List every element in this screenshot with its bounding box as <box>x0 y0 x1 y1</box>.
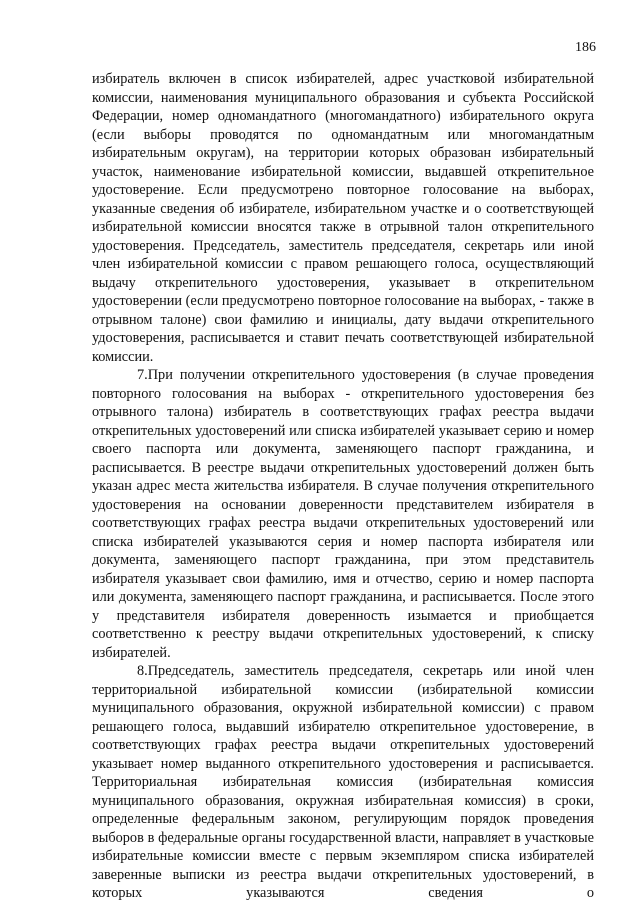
paragraph-item-7: 7.При получении открепительного удостоверения (в случае проведения повторного голосования на выборах - открепительного удостоверения без отрывного талона) избиратель в соответствующих графах реестра выдачи открепительных удостоверений или списка избирателей указывает серию и номер своего паспорта или документа, заменяющего паспорт гражданина, и расписывается. В реестре выдачи открепительных удостоверений должен быть указан адрес места жительства избирателя. В случае получения открепительного удостоверения на основании доверенности представителем избирателя в соответствующих графах реестра выдачи открепительных удостоверений или списка избирателей указываются серия и номер паспорта избирателя или документа, заменяющего паспорт гражданина, при этом представитель избирателя указывает свои фамилию, имя и отчество, серию и номер паспорта или документа, заменяющего паспорт гражданина, и расписывается. После этого у представителя избирателя доверенность изымается и приобщается соответственно к реестру выдачи открепительных удостоверений, к списку избирателей. <box>92 367 594 661</box>
body-text <box>92 70 594 903</box>
paragraph-continuation: избиратель включен в список избирателей, адрес участковой избирательной комиссии, наименования муниципального образования и субъекта Российской Федерации, номер одномандатного (многомандатного) избирательного округа (если выборы проводятся по одномандатным или многомандатным избирательным округам), на территории которых образован избирательный участок, наименование избирательной комиссии, выдавшей открепительное удостоверение. Если предусмотрено повторное голосование на выборах, указанные сведения об избирателе, избирательном участке и о соответствующей избирательной комиссии вносятся также в отрывной талон открепительного удостоверения. Председатель, заместитель председателя, секретарь или иной член избирательной комиссии с правом решающего голоса, осуществляющий выдачу открепительного удостоверения, указывает в открепительном удостоверении (если предусмотрено повторное голосование на выборах, - также в отрывном талоне) свои фамилию и инициалы, дату выдачи открепительного удостоверения, расписывается и ставит печать соответствующей избирательной комиссии. <box>92 71 594 365</box>
page-number: 186 <box>575 40 596 55</box>
paragraph-item-8: 8.Председатель, заместитель председателя, секретарь или иной член территориальной избирательной комиссии (избирательной комиссии муниципального образования, окружной избирательной комиссии) с правом решающего голоса, выдавший избирателю открепительное удостоверение, в соответствующих графах реестра выдачи открепительных удостоверений указывает номер выданного открепительного удостоверения и расписывается. Территориальная избирательная комиссия (избирательная комиссия муниципального образования, окружная избирательная комиссия) в сроки, определенные федеральным законом, регулирующим порядок проведения выборов в федеральные органы государственной власти, направляет в участковые избирательные комиссии вместе с первым экземпляром списка избирателей заверенные выписки из реестра выдачи открепительных удостоверений, в которых указываются сведения о <box>92 663 594 901</box>
